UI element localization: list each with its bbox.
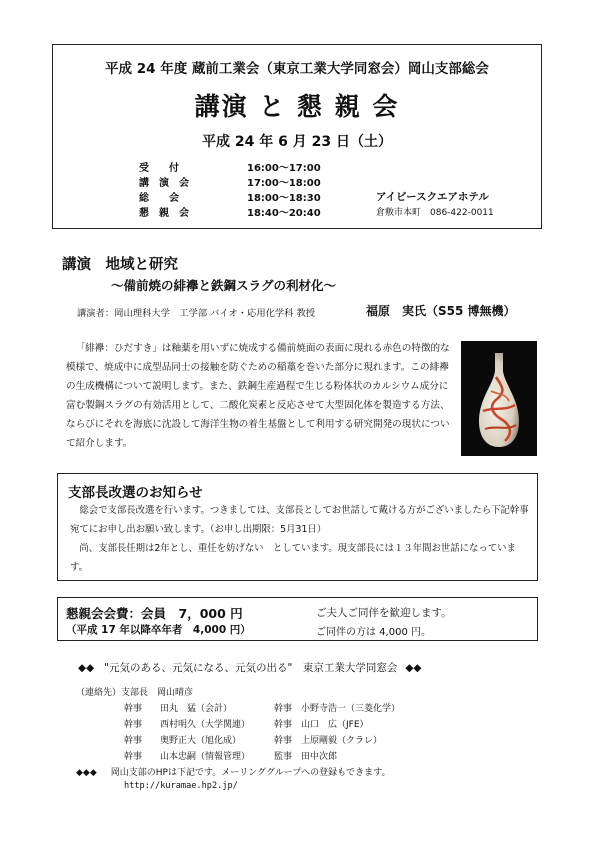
officer-right: 幹事 上原剛毅（クラレ） — [274, 736, 383, 746]
hp-note-line — [76, 765, 390, 778]
diamond-icon: ◆◆ — [405, 662, 422, 674]
officer-left: 幹事 西村明久（大学関連） — [124, 720, 251, 730]
event-date: 平成 24 年 6 月 23 日（土） — [202, 134, 392, 150]
notice-para-2: 尚、支部長任期は2年とし、重任を妨げない としています。現支部長には１３年間お世話になっています。 — [70, 543, 516, 573]
lecture-heading: 講演 地域と研究 — [62, 257, 178, 273]
officer-left: 幹事 奥野正大（旭化成） — [124, 736, 242, 746]
page-title: 講演 と 懇 親 会 — [194, 92, 400, 121]
notice-box — [57, 473, 538, 581]
bizen-vase-image — [461, 341, 537, 456]
schedule-label: 講 演 会 — [139, 178, 189, 189]
schedule-label: 総 会 — [139, 193, 179, 204]
schedule-label: 受 付 — [139, 163, 179, 174]
vase-photo — [461, 341, 537, 456]
fee-box — [57, 597, 538, 641]
officer-right: 監事 田中次郎 — [274, 752, 338, 762]
header-box — [52, 44, 542, 229]
diamond-icon: ◆◆ — [78, 662, 95, 674]
schedule-time: 18:40～20:40 — [247, 208, 321, 219]
homepage-url[interactable]: http://kuramae.hp2.jp/ — [124, 781, 238, 791]
slogan-line — [78, 660, 421, 675]
officer-left: 幹事 山本忠嗣（情報管理） — [124, 752, 251, 762]
diamond-icon: ◆◆◆ — [76, 768, 97, 778]
fee-note-1: ご夫人ご同伴を歓迎します。 — [316, 607, 452, 619]
schedule — [139, 159, 369, 223]
officer-right: 幹事 小野寺浩一（三菱化学） — [274, 704, 401, 714]
notice-heading: 支部長改選のお知らせ — [68, 485, 203, 501]
venue-address: 倉敷市本町 086-422-0011 — [376, 208, 494, 218]
hp-note: 岡山支部のHPは下記です。メーリンググループへの登録もできます。 — [110, 768, 391, 778]
lecturer-affiliation: 講演者：岡山理科大学 工学部 バイオ・応用化学科 教授 — [77, 308, 316, 319]
slogan-text: "元気のある、元気になる、元気の出る" 東京工業大学同窓会 — [104, 662, 398, 674]
lecturer-name: 福原 実氏（S55 博無機） — [366, 304, 516, 318]
schedule-time: 16:00～17:00 — [247, 163, 321, 174]
officer-left: 幹事 田丸 猛（会計） — [124, 704, 233, 714]
schedule-time: 18:00～18:30 — [247, 193, 321, 204]
org-line: 平成 24 年度 蔵前工業会（東京工業大学同窓会）岡山支部総会 — [105, 61, 489, 77]
fee-note-2: ご同伴の方は 4,000 円。 — [316, 627, 431, 638]
schedule-time: 17:00～18:00 — [247, 178, 321, 189]
lecture-subtitle: ～備前焼の緋襷と鉄鋼スラグの利材化～ — [111, 278, 337, 293]
schedule-label: 懇 親 会 — [139, 208, 189, 219]
venue-name: アイビースクエアホテル — [376, 191, 489, 203]
contact-label: （連絡先）支部長 岡山晴彦 — [76, 688, 194, 698]
lecture-body: 「緋襷：ひだすき」は釉薬を用いずに焼成する備前焼面の表面に現れる赤色の特徴的な模様で、焼成中に成型品同士の接触を防ぐための稲藁を巻いた部分に現れます。この緋襷の生成機構について説明します。また、鉄鋼生産過程で生じる粉体状のカルシウム成分に富む製鋼スラグの有効活用として、二酸化炭素と反応させて大型固化体を製造する方法、ならびにそれを海底に沈設して海洋生物の着生基盤として利用する研究開発の現状について紹介します。 — [66, 343, 450, 449]
fee-line-1: 懇親会会費：会員 7，000 円 — [66, 606, 243, 621]
notice-para-1: 総会で支部長改選を行います。つきましては、支部長としてお世話して戴ける方がございましたら下記幹事宛てにお申し出お願い致します。（お申し出期限：5月31日） — [70, 505, 529, 535]
fee-line-2: （平成 17 年以降卒年者 4,000 円） — [66, 624, 251, 636]
officer-right: 幹事 山口 広（JFE） — [274, 720, 369, 730]
